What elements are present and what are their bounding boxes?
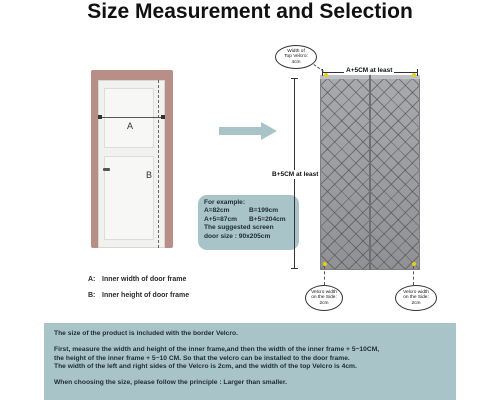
width-dimension-tick-right [161,115,165,119]
info-line: The width of the left and right sides of the Velcro is 2cm, and the width of the top Velcro is 4cm. [54,362,357,370]
right-velcro-callout [395,285,437,311]
example-a-plus: A+5=87cm [204,215,237,223]
top-velcro-callout [275,45,317,69]
info-line: When choosing the size, please follow the principle : Larger than smaller. [54,379,287,387]
door-lower-panel [104,156,154,240]
callout-line: on the Side: [311,295,337,301]
width-dimension-line [99,117,164,118]
callout-line: 2cm [319,300,329,306]
callout-line: Width of [287,48,305,54]
height-cap-top [291,78,298,79]
callout-line: 4cm [291,59,301,65]
example-row [204,207,293,215]
width-cap-right [417,69,418,76]
callout-line: Velcro width [403,289,429,295]
width-dimension-tick-left [98,115,102,119]
page-title: Size Measurement and Selection [87,0,413,23]
legend-item-b [88,292,189,299]
legend-key: B: [88,292,96,299]
callout-line: Velcro width [311,289,337,295]
height-dimension-line [158,80,159,248]
curtain-center-split [369,75,371,270]
legend-key: A: [88,276,96,283]
legend-text: Inner width of door frame [102,276,187,283]
legend-text: Inner height of door frame [102,292,190,299]
example-b: B=199cm [249,207,279,215]
height-cap-bottom [291,268,298,269]
instructions-box [44,323,456,400]
curtain-width-label: A+5CM at least [346,67,393,74]
callout-line: on the Side: [403,295,429,301]
velcro-marker [324,73,328,77]
right-arrow-icon [219,122,277,140]
example-a: A=82cm [204,207,230,215]
example-box [198,195,299,250]
example-heading: For example: [204,199,246,206]
example-suggested-line1: The suggested screen [204,224,274,232]
callout-line: Top Velcro: [284,54,308,60]
callout-leader [313,64,323,72]
velcro-marker [412,73,416,77]
door-label-b: B [146,170,153,180]
info-line: the height of the inner frame + 5~10 CM. So that the velcro can be installed to the door frame. [54,354,350,362]
callout-leader [324,266,325,285]
example-b-plus: B+5=204cm [249,215,286,223]
callout-line: 2cm [411,300,421,306]
legend-item-a [88,276,186,283]
example-suggested-line2: door size : 90x205cm [204,232,271,240]
door-handle [103,168,110,171]
door-label-a: A [127,121,134,131]
info-line: The size of the product is included with the border Velcro. [54,330,238,337]
info-line: First, measure the width and height of the inner frame,and then the width of the inner frame + 5~10CM, [54,346,380,354]
example-row [204,216,293,224]
curtain-height-label: B+5CM at least [272,171,319,178]
left-velcro-callout [305,285,343,311]
door-upper-panel [104,88,154,148]
callout-leader [413,266,414,285]
